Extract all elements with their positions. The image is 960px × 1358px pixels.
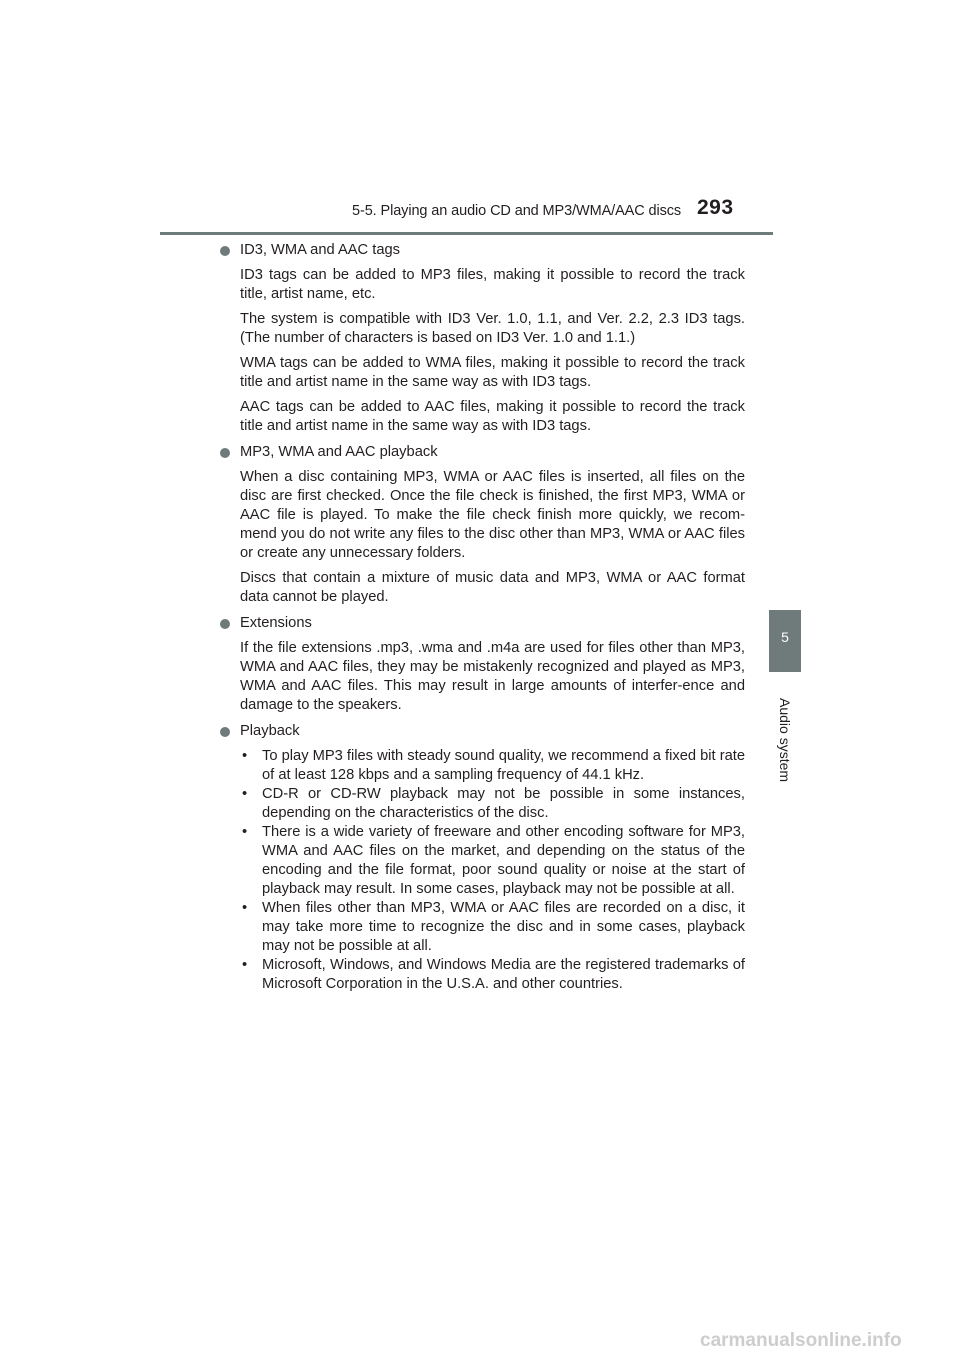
chapter-tab [769, 610, 801, 672]
sub-bullet-icon: • [242, 824, 248, 840]
chapter-number: 5 [781, 629, 789, 645]
paragraph: Discs that contain a mixture of music data and MP3, WMA or AAC format data cannot be played. [240, 570, 745, 605]
chapter-label-box [763, 680, 807, 800]
item-title: Playback [240, 723, 300, 739]
paragraph: If the file extensions .mp3, .wma and .m4a are used for files other than MP3, WMA and AAC files, they may be mistakenly recognized and played as MP3, WMA and AAC files. This may result in large amounts of interfer-ence and damage to the speakers. [240, 640, 745, 713]
list-item: • CD-R or CD-RW playback may not be possible in some instances, depending on the characteristics of the disc. [242, 786, 745, 821]
section-id3-tags [222, 241, 745, 436]
list-item: • Microsoft, Windows, and Windows Media are the registered trademarks of Microsoft Corporation in the U.S.A. and other countries. [242, 957, 745, 992]
paragraph: ID3 tags can be added to MP3 files, making it possible to record the track title, artist name, etc. [240, 267, 745, 302]
sub-bullet-icon: • [242, 957, 248, 973]
item-title: Extensions [240, 615, 312, 631]
section-playback [222, 722, 745, 994]
page-content [222, 241, 745, 1001]
sub-bullet-icon: • [242, 748, 248, 764]
list-item: • There is a wide variety of freeware and other encoding software for MP3, WMA and AAC files on the market, and depending on the status of the encoding and the file format, poor sound quality or noise at the start of playback may result. In some cases, playback may not be possible at all. [242, 824, 745, 897]
paragraph: The system is compatible with ID3 Ver. 1.0, 1.1, and Ver. 2.2, 2.3 ID3 tags. (The number of characters is based on ID3 Ver. 1.0 and 1.1.) [240, 311, 745, 346]
playback-notes [240, 747, 745, 994]
watermark: carmanualsonline.info [700, 1330, 902, 1351]
bullet-icon [220, 727, 230, 737]
sub-bullet-icon: • [242, 900, 248, 916]
bullet-icon [220, 619, 230, 629]
chapter-label: Audio system [777, 697, 793, 783]
section-title: 5-5. Playing an audio CD and MP3/WMA/AAC discs [352, 203, 682, 219]
list-item: • When files other than MP3, WMA or AAC files are recorded on a disc, it may take more time to recognize the disc and in some cases, playback may not be possible at all. [242, 900, 745, 954]
list-item: • To play MP3 files with steady sound quality, we recommend a fixed bit rate of at least 128 kbps and a sampling frequency of 44.1 kHz. [242, 748, 746, 783]
paragraph: AAC tags can be added to AAC files, making it possible to record the track title and artist name in the same way as with ID3 tags. [240, 399, 745, 434]
bullet-icon [220, 448, 230, 458]
bullet-icon [220, 246, 230, 256]
section-extensions [222, 614, 745, 715]
header-divider [160, 232, 773, 235]
paragraph: When a disc containing MP3, WMA or AAC files is inserted, all files on the disc are first checked. Once the file check is finished, the first MP3, WMA or AAC file is played. To make the file check finish more quickly, we recom-mend you do not write any files to the disc other than MP3, WMA or AAC files or create any unnecessary folders. [240, 469, 745, 561]
paragraph: WMA tags can be added to WMA files, making it possible to record the track title and artist name in the same way as with ID3 tags. [240, 355, 745, 390]
item-title: ID3, WMA and AAC tags [240, 242, 400, 258]
sub-bullet-icon: • [242, 786, 248, 802]
item-title: MP3, WMA and AAC playback [240, 444, 438, 460]
section-playback-formats [222, 443, 745, 607]
page-number: 293 [697, 196, 734, 219]
